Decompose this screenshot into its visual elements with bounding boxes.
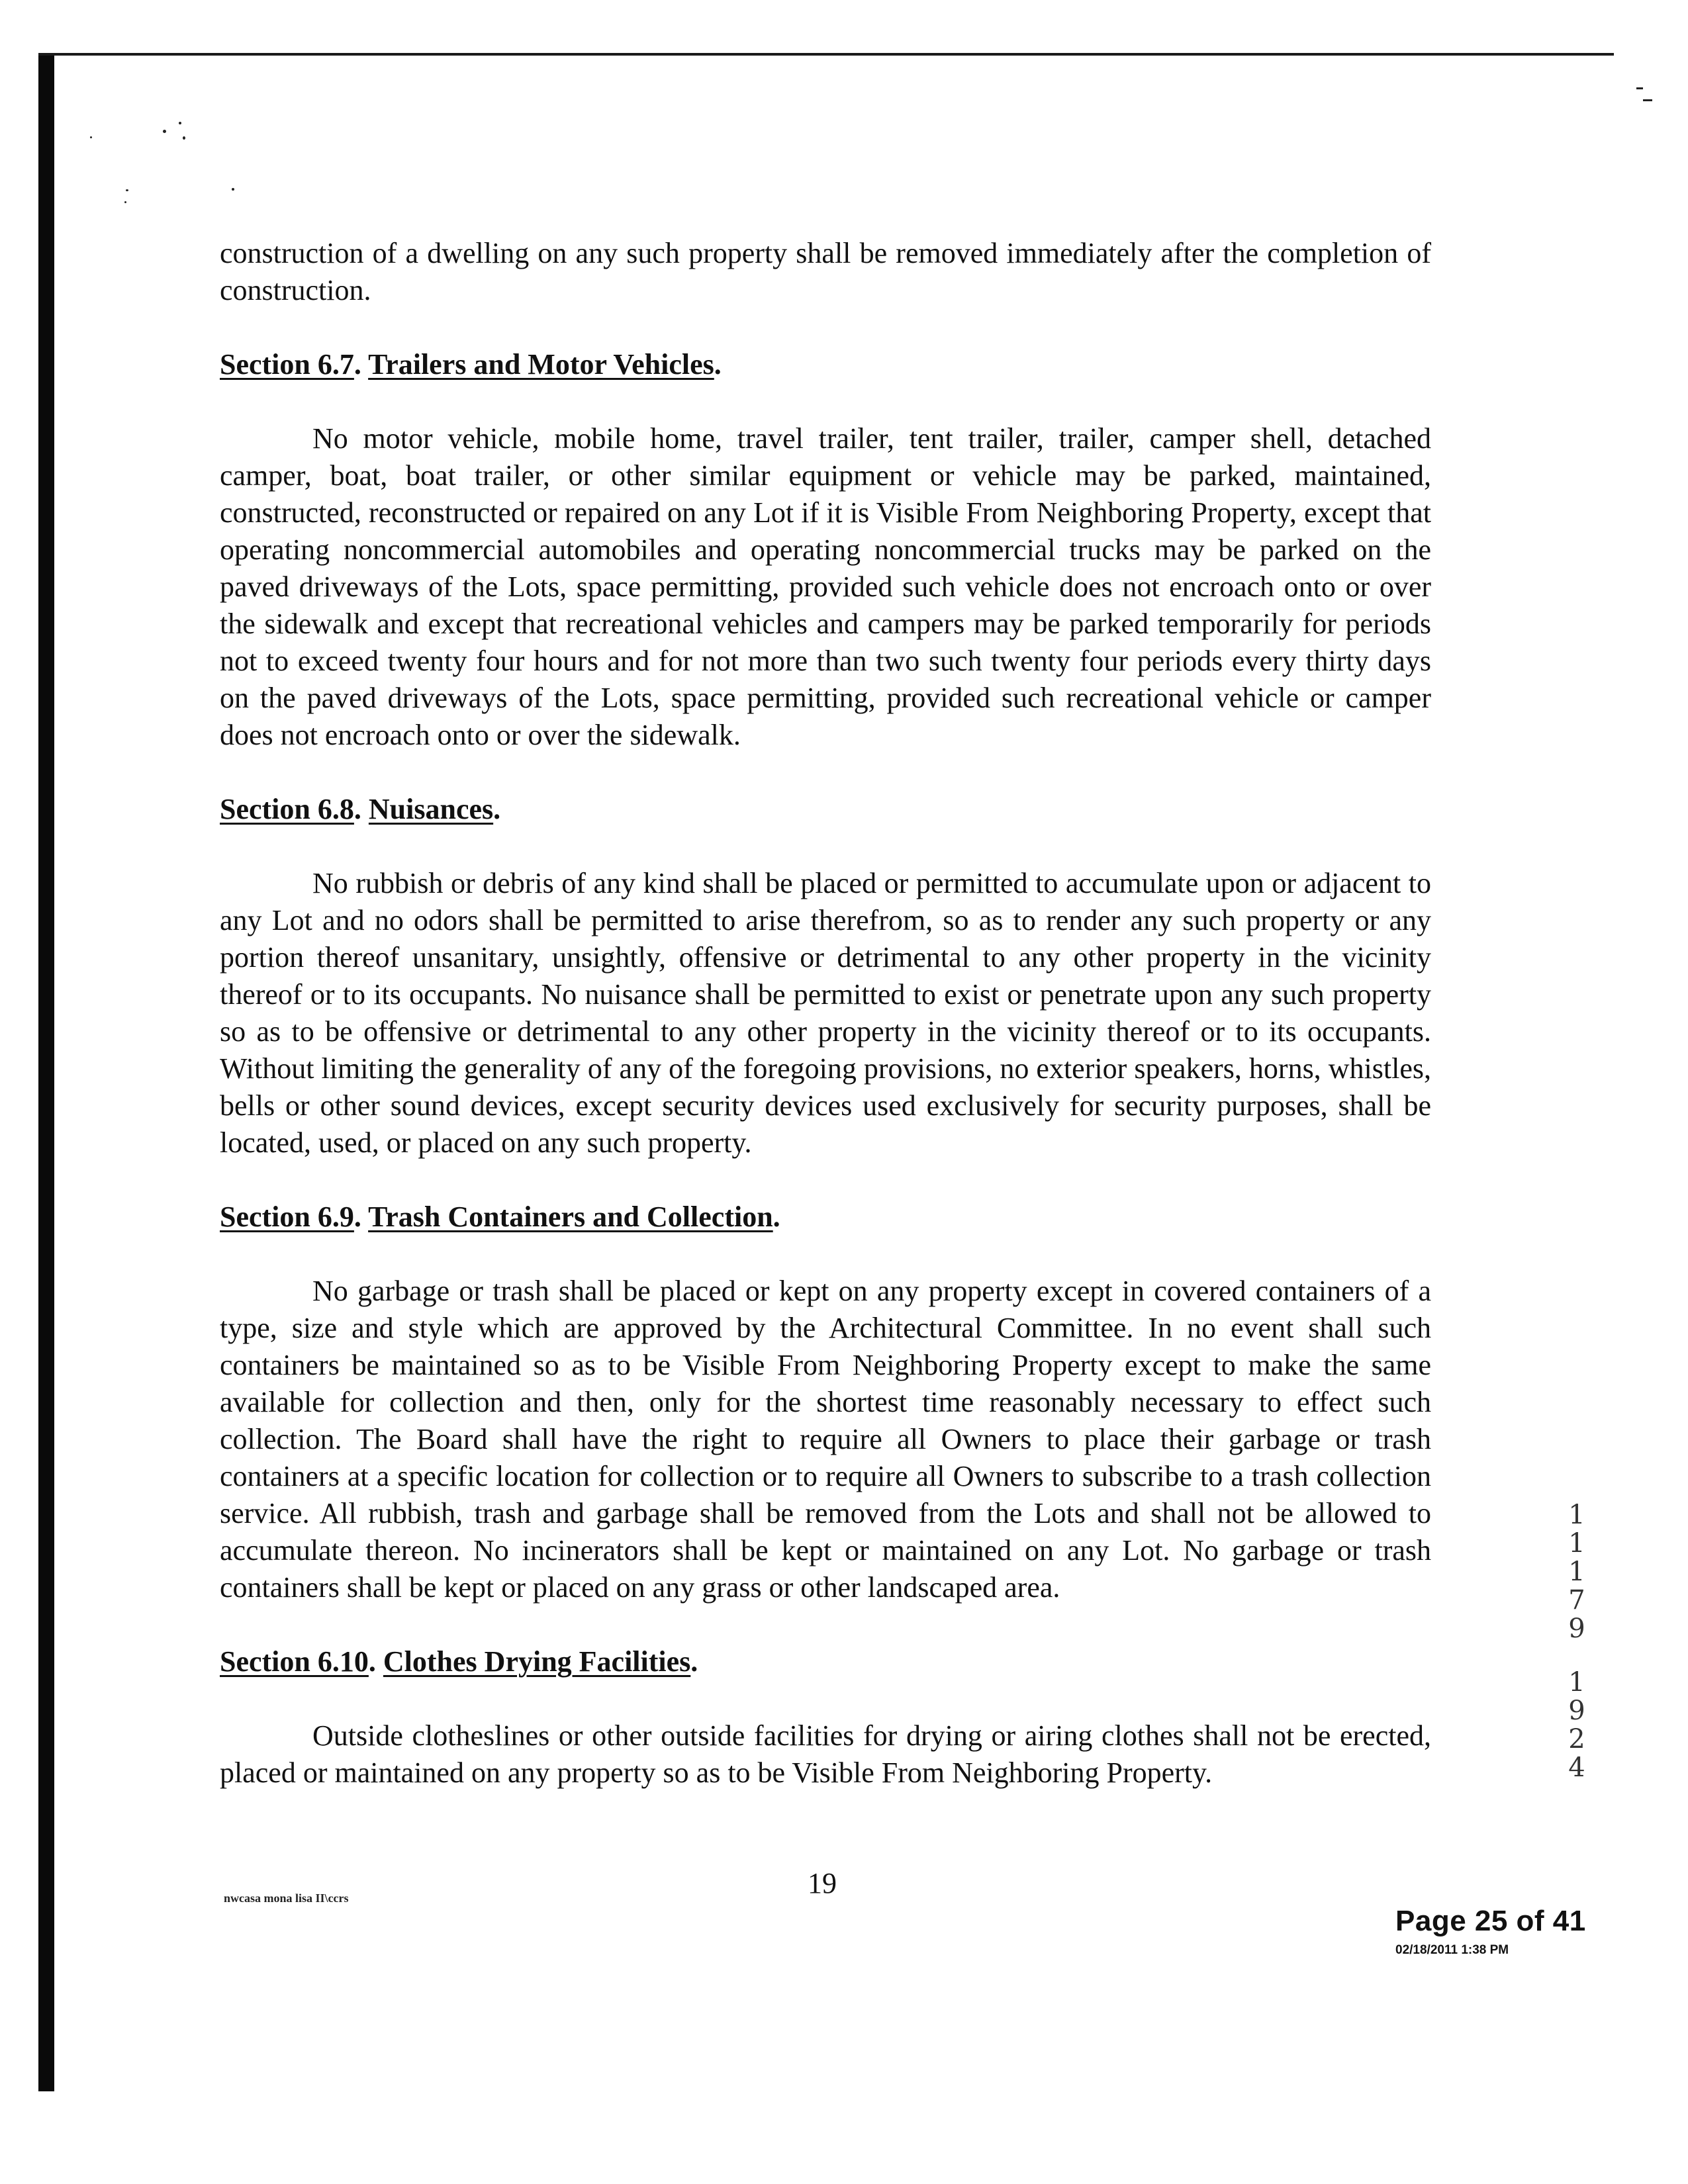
scan-speck bbox=[90, 136, 92, 138]
section-paragraph: No rubbish or debris of any kind shall be placed or permitted to accumulate upon or adjacent to any Lot and no odors shall be permitted to arise therefrom, so as to render any such property or any portion thereof unsanitary, unsightly, offensive or detrimental to any other property in the vicinity thereof or to its occupants. No nuisance shall be permitted to exist or penetrate upon any such property so as to be offensive or detrimental to any other property in the vicinity thereof or to its occupants. Without limiting the generality of any of the foregoing provisions, no exterior speakers, horns, whistles, bells or other sound devices, except security devices used exclusively for security purposes, shall be located, used, or placed on any such property. bbox=[220, 867, 1431, 1159]
section-heading: Section 6.9. Trash Containers and Collection. bbox=[220, 1201, 780, 1233]
page-number: 19 bbox=[808, 1867, 837, 1899]
section-number: Section 6.10 bbox=[220, 1645, 369, 1678]
section-paragraph: Outside clotheslines or other outside facilities for drying or airing clothes shall not be erected, placed or maintained on any property so as to be Visible From Neighboring Property. bbox=[220, 1719, 1431, 1789]
recording-digit: 9 bbox=[1568, 1696, 1585, 1726]
recording-digit: 1 bbox=[1568, 1667, 1585, 1698]
date-stamp: 02/18/2011 1:38 PM bbox=[1395, 1943, 1509, 1957]
section-paragraph: No motor vehicle, mobile home, travel trailer, tent trailer, trailer, camper shell, detached camper, boat, boat trailer, or other similar equipment or vehicle may be parked, maintained, constructed, reconstructed or repaired on any Lot if it is Visible From Neighboring Property, except that operating noncommercial automobiles and operating noncommercial trucks may be parked on the paved driveways of the Lots, space permitting, provided such vehicle does not encroach onto or over the sidewalk and except that recreational vehicles and campers may be parked temporarily for periods not to exceed twenty four hours and for not more than two such twenty four periods every thirty days on the paved driveways of the Lots, space permitting, provided such recreational vehicle or camper does not encroach onto or over the sidewalk. bbox=[220, 422, 1431, 751]
scan-speck bbox=[126, 189, 128, 191]
section-number: Section 6.7 bbox=[220, 348, 354, 381]
section-title: Nuisances bbox=[368, 793, 494, 825]
recording-digit: 4 bbox=[1568, 1752, 1585, 1783]
recording-number-stamp bbox=[1564, 1501, 1590, 1782]
scan-speck bbox=[232, 188, 234, 191]
document-body bbox=[220, 235, 1431, 1792]
recording-digit: 7 bbox=[1568, 1585, 1585, 1615]
page-count-stamp: Page 25 of 41 bbox=[1395, 1905, 1586, 1937]
section-heading: Section 6.7. Trailers and Motor Vehicles. bbox=[220, 348, 722, 381]
section-title: Trailers and Motor Vehicles bbox=[368, 348, 714, 381]
scan-edge-bar bbox=[38, 53, 54, 2091]
section-number: Section 6.8 bbox=[220, 793, 354, 825]
section-heading: Section 6.8. Nuisances. bbox=[220, 793, 501, 825]
scan-speck bbox=[183, 136, 185, 140]
recording-digit: 9 bbox=[1568, 1614, 1585, 1644]
footer-file-path: nwcasa mona lisa II\ccrs bbox=[224, 1891, 349, 1905]
scan-speck bbox=[179, 122, 181, 124]
recording-digit: 1 bbox=[1568, 1500, 1585, 1530]
section-number: Section 6.9 bbox=[220, 1201, 354, 1233]
scan-speck bbox=[163, 130, 166, 133]
section-title: Clothes Drying Facilities bbox=[383, 1645, 691, 1678]
recording-digit: 1 bbox=[1568, 1557, 1585, 1587]
scan-speck bbox=[1636, 87, 1643, 89]
section-title: Trash Containers and Collection bbox=[368, 1201, 773, 1233]
recording-digit: 2 bbox=[1568, 1724, 1585, 1754]
section-heading: Section 6.10. Clothes Drying Facilities. bbox=[220, 1645, 698, 1678]
recording-digit: 1 bbox=[1568, 1528, 1585, 1559]
scan-top-rule bbox=[38, 53, 1614, 56]
scan-speck bbox=[124, 201, 126, 203]
scan-speck bbox=[1643, 99, 1652, 101]
section-paragraph: No garbage or trash shall be placed or kept on any property except in covered containers of a type, size and style which are approved by the Architectural Committee. In no event shall such containers be maintained so as to be Visible From Neighboring Property except to make the same available for collection and then, only for the shortest time reasonably necessary to effect such collection. The Board shall have the right to require all Owners to place their garbage or trash containers at a specific location for collection or to require all Owners to subscribe to a trash collection service. All rubbish, trash and garbage shall be removed from the Lots and shall not be allowed to accumulate thereon. No incinerators shall be kept or maintained on any Lot. No garbage or trash containers shall be kept or placed on any grass or other landscaped area. bbox=[220, 1275, 1431, 1604]
continuation-paragraph: construction of a dwelling on any such property shall be removed immediately after the completion of construction. bbox=[220, 237, 1431, 306]
